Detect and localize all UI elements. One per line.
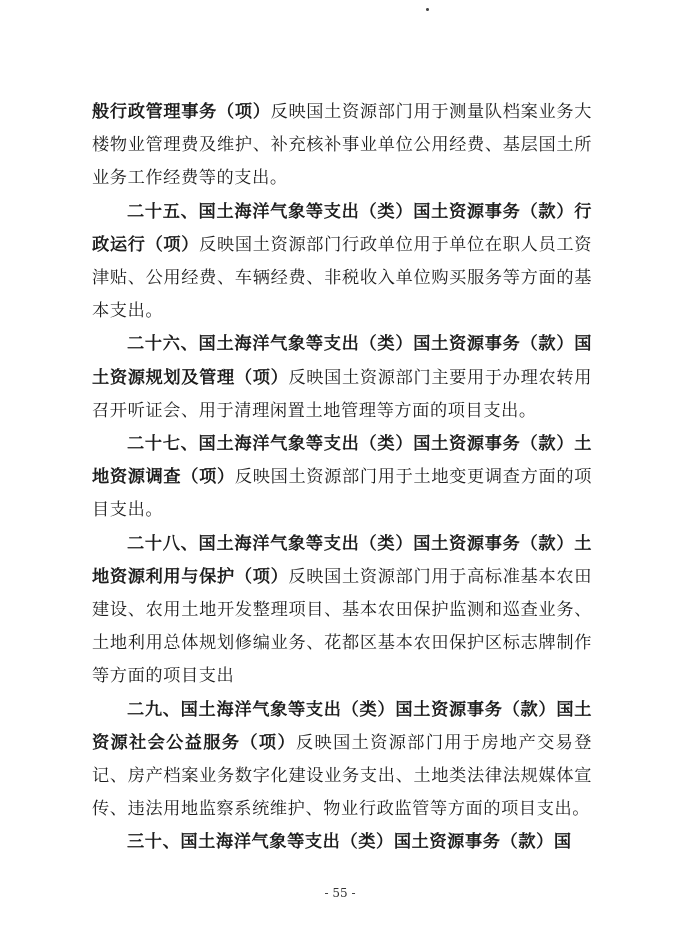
paragraph-text: 反映国土资源部门用于房地产交易登记、房产档案业务数字化建设业务支出、土地类法律法规媒体宣传、违法用地监察系统维护、物业行政监管等方面的项目支出。 [92, 732, 592, 820]
paragraph-text: 反映国土资源部门用于土地变更调查方面的项目支出。 [92, 467, 592, 521]
paragraph-30 [92, 826, 592, 859]
paragraph-text: 反映国土资源部门用于高标准基本农田建设、农用土地开发整理项目、基本农田保护监测和巡查业务、土地利用总体规划修编业务、花都区基本农田保护区标志牌制作等方面的项目支出 [92, 566, 592, 687]
paragraph-continuation [92, 96, 592, 196]
document-body [92, 96, 592, 860]
paragraph-text: 反映国土资源部门主要用于办理农转用召开听证会、用于清理闲置土地管理等方面的项目支出。 [92, 367, 592, 421]
paragraph-text: 反映国土资源部门行政单位用于单位在职人员工资津贴、公用经费、车辆经费、非税收入单位购买服务等方面的基本支出。 [92, 234, 592, 322]
paragraph-heading: 般行政管理事务（项） [92, 102, 271, 122]
paragraph-heading: 二九、国土海洋气象等支出（类）国土资源事务（款）国土资源社会公益服务（项） [92, 699, 592, 753]
paragraph-26 [92, 328, 592, 428]
paragraph-heading: 二十八、国土海洋气象等支出（类）国土资源事务（款）土地资源利用与保护（项） [92, 533, 592, 587]
paragraph-heading: 二十五、国土海洋气象等支出（类）国土资源事务（款）行政运行（项） [92, 201, 592, 255]
page-number: - 55 - [324, 886, 356, 900]
paragraph-27 [92, 428, 592, 528]
paragraph-heading: 二十七、国土海洋气象等支出（类）国土资源事务（款）土地资源调查（项） [92, 434, 592, 488]
paragraph-text: 反映国土资源部门用于测量队档案业务大楼物业管理费及维护、补充核补事业单位公用经费、基层国土所业务工作经费等的支出。 [92, 102, 592, 189]
paragraph-29 [92, 694, 592, 827]
paragraph-28 [92, 528, 592, 694]
paragraph-heading: 三十、国土海洋气象等支出（类）国土资源事务（款）国 [127, 832, 572, 853]
paragraph-heading: 二十六、国土海洋气象等支出（类）国土资源事务（款）国土资源规划及管理（项） [92, 334, 592, 388]
scan-speck [426, 8, 429, 11]
paragraph-25 [92, 196, 592, 329]
